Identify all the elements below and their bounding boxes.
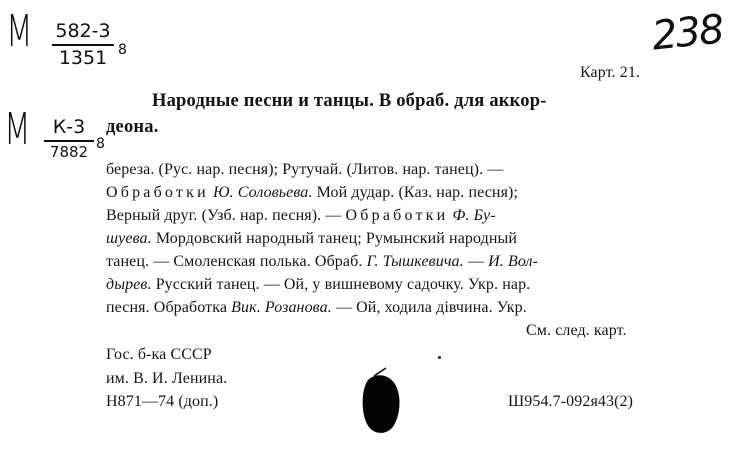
body-line-7-start: песня. Обработка — [106, 299, 228, 316]
card-number: Карт. 21. — [580, 64, 641, 81]
body-line-3-processing: Обработки — [345, 207, 449, 224]
classification-code: Ш954.7-092я43(2) — [508, 393, 634, 410]
card-title-line-1: Народные песни и танцы. В обраб. для аккор- — [152, 91, 547, 111]
body-line-2-arranger: Ю. Соловьева. — [212, 184, 313, 201]
body-line-5-start: танец. — Смоленская полька. Обраб. — [106, 253, 363, 270]
shelf-mark-numerator-1: 582-3 — [55, 20, 111, 42]
shelf-mark-suffix-1: 8 — [118, 42, 127, 58]
body-line-4-arranger: шуева. — [106, 230, 152, 247]
body-line-5-arranger-2: И. Вол- — [488, 253, 539, 270]
punch-hole-blot — [350, 366, 410, 438]
order-code: Н871—74 (доп.) — [106, 393, 219, 410]
body-line-7-rest: — Ой, ходила дівчина. Укр. — [335, 299, 527, 316]
shelf-mark-denominator-2: 7882 — [49, 143, 89, 161]
shelf-mark-numerator-2: К-3 — [52, 116, 86, 138]
body-line-3-arranger: Ф. Бу- — [452, 207, 496, 224]
shelf-mark-fraction-1 — [52, 22, 114, 68]
body-line-5-arranger-1: Г. Тышкевича. — [366, 253, 464, 270]
fraction-line-1 — [52, 44, 114, 46]
body-line-5-dash: — — [467, 253, 484, 270]
body-line-5 — [106, 254, 538, 270]
shelf-mark-denominator-1: 1351 — [58, 47, 108, 69]
card-title-line-2: деона. — [106, 117, 159, 137]
body-line-2 — [106, 185, 518, 201]
library-name-line-2: им. В. И. Ленина. — [106, 370, 228, 387]
shelf-mark-fraction-2 — [44, 118, 94, 160]
body-line-4 — [106, 231, 517, 247]
body-line-2-rest: Мой дудар. (Каз. нар. песня); — [316, 184, 519, 201]
body-line-7-arranger: Вик. Розанова. — [231, 299, 332, 316]
body-line-7 — [106, 300, 527, 316]
body-line-6-rest: Русский танец. — Ой, у вишневому садочку. Укр. нар. — [155, 276, 531, 293]
shelf-mark-letter-1: М — [6, 6, 33, 57]
shelf-mark-letter-2: М — [4, 104, 31, 155]
body-line-1: береза. (Рус. нар. песня); Рутучай. (Литов. нар. танец). — — [106, 161, 504, 178]
body-line-6-arranger: дырев. — [106, 276, 152, 293]
continued-on-next-card: См. след. карт. — [526, 322, 627, 339]
body-line-4-rest: Мордовский народный танец; Румынский народный — [155, 230, 518, 247]
handwritten-page-number: 238 — [649, 6, 725, 60]
speck-mark — [438, 356, 441, 359]
body-line-6 — [106, 277, 530, 293]
body-line-2-processing: Обработки — [106, 184, 209, 201]
body-line-3-start: Верный друг. (Узб. нар. песня). — — [106, 207, 342, 224]
body-line-3 — [106, 208, 496, 224]
library-name-line-1: Гос. б-ка СССР — [106, 346, 212, 363]
shelf-mark-suffix-2: 8 — [96, 136, 105, 152]
fraction-line-2 — [44, 140, 94, 142]
